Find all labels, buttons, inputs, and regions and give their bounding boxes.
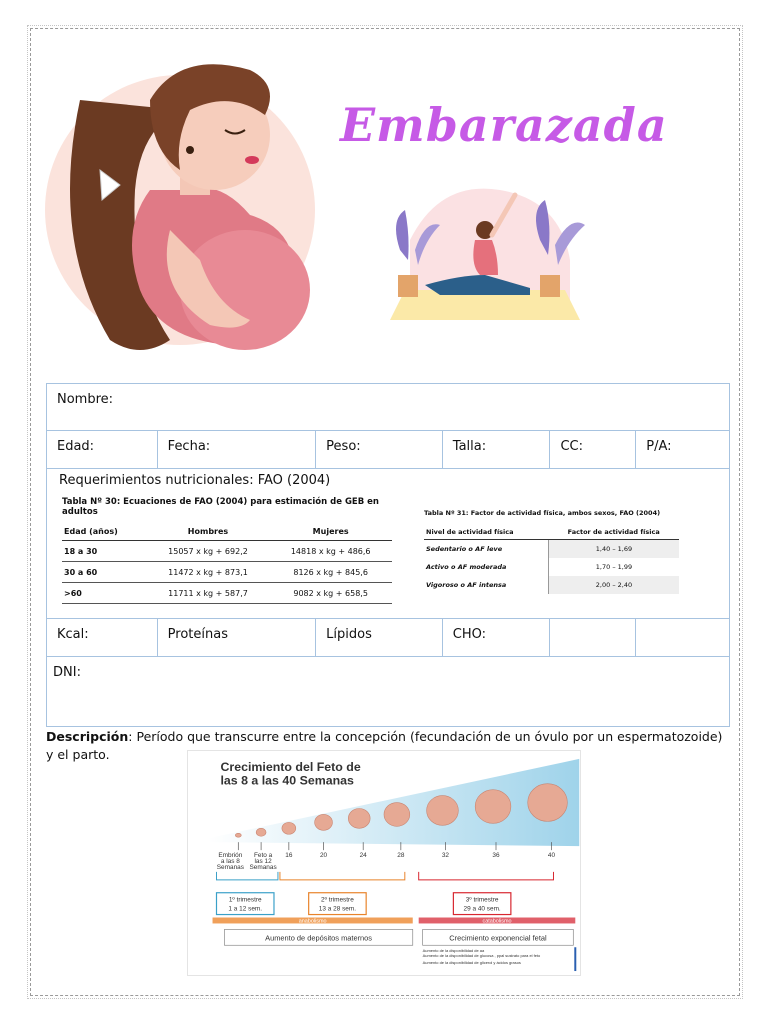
macros-row [46, 619, 730, 657]
table-31 [424, 509, 694, 594]
table-cell: Activo o AF moderada [426, 563, 507, 571]
fetal-growth-label: Crecimiento exponencial fetal [449, 933, 547, 943]
anabolismo-label: anabolismo [298, 918, 327, 925]
proteinas-field[interactable] [157, 619, 316, 656]
fetal-title-1: Crecimiento del Feto de [220, 759, 361, 774]
table-cell: 18 a 30 [62, 541, 147, 562]
maternal-deposits-label: Aumento de depósitos maternos [265, 933, 373, 943]
week-label: 40 [547, 852, 556, 860]
table-30 [62, 497, 392, 604]
nombre-field[interactable] [47, 384, 729, 430]
edad-field[interactable] [47, 431, 157, 468]
cc-label: CC: [560, 439, 584, 454]
week-label: 24 [359, 852, 367, 860]
talla-field[interactable] [442, 431, 550, 468]
table-31-header: Factor de actividad física [548, 525, 679, 540]
table-cell: Sedentario o AF leve [426, 545, 503, 553]
empty-field-1[interactable] [549, 619, 635, 656]
dni-label: DNI: [53, 665, 81, 680]
embryo-label: Semanas [216, 863, 244, 871]
note-line: Aumento de la disponibilidad de glicerol y ácidos grasos [422, 960, 521, 966]
description-text: : Período que transcurre entre la concepción (fecundación de un óvulo por un espermatozoide) y el parto. [46, 729, 723, 762]
week-label: 16 [285, 852, 293, 860]
pa-label: P/A: [646, 439, 672, 454]
trimester-2: 2º trimestre [321, 896, 354, 904]
kcal-field[interactable] [47, 619, 157, 656]
table-row [424, 558, 679, 576]
empty-field-2[interactable] [635, 619, 729, 656]
cho-label: CHO: [452, 627, 487, 642]
table-row [62, 583, 392, 604]
cc-field[interactable] [549, 431, 635, 468]
embryo-label: a las 8 [220, 858, 240, 865]
nombre-label: Nombre: [57, 392, 114, 407]
table-cell: 14818 x kg + 486,6 [269, 541, 392, 562]
description-label: Descripción [46, 729, 129, 744]
table-cell: 2,00 – 2,40 [548, 576, 679, 594]
table-cell: 11711 x kg + 587,7 [147, 583, 270, 604]
table-cell: Vigoroso o AF intensa [426, 581, 507, 589]
pa-field[interactable] [635, 431, 729, 468]
lipidos-label: Lípidos [326, 627, 372, 642]
table-cell: 30 a 60 [62, 562, 147, 583]
kcal-label: Kcal: [57, 627, 89, 642]
table-31-caption: Tabla Nº 31: Factor de actividad física, ambos sexos, FAO (2004) [424, 509, 661, 517]
feto-label: Semanas [249, 863, 277, 871]
table-30-header: Edad (años) [62, 523, 147, 541]
table-cell: 9082 x kg + 658,5 [269, 583, 392, 604]
trimester-1: 1º trimestre [228, 896, 262, 904]
dni-field[interactable] [47, 657, 729, 726]
nombre-row [46, 383, 730, 431]
week-label: 36 [492, 852, 500, 860]
fetal-title-2: las 8 a las 40 Semanas [220, 773, 354, 788]
catabolismo-label: catabolismo [482, 918, 512, 925]
week-label: 28 [397, 852, 405, 860]
table-row [424, 576, 679, 594]
table-cell: 15057 x kg + 692,2 [147, 541, 270, 562]
trimester-2: 13 a 28 sem. [318, 905, 357, 913]
peso-field[interactable] [315, 431, 442, 468]
table-row [62, 541, 392, 562]
talla-label: Talla: [452, 439, 487, 454]
fecha-field[interactable] [157, 431, 316, 468]
cho-field[interactable] [442, 619, 550, 656]
note-line: Aumento de la disponibilidad de aa [422, 948, 485, 954]
dni-row [46, 657, 730, 727]
table-30-header: Mujeres [269, 523, 392, 541]
table-cell: 1,40 – 1,69 [548, 540, 679, 559]
table-cell: 11472 x kg + 873,1 [147, 562, 270, 583]
table-30-caption: Tabla Nº 30: Ecuaciones de FAO (2004) para estimación de GEB en adultos [62, 497, 379, 517]
trimester-3: 29 a 40 sem. [463, 905, 501, 913]
fecha-label: Fecha: [167, 439, 211, 454]
table-cell: 1,70 – 1,99 [548, 558, 679, 576]
table-row [62, 562, 392, 583]
measures-row [46, 431, 730, 469]
feto-label: Feto a [253, 852, 273, 860]
table-30-header: Hombres [147, 523, 270, 541]
embryo-label: Embrión [218, 852, 243, 860]
table-row [424, 540, 679, 559]
fetal-growth-figure [187, 750, 581, 976]
peso-label: Peso: [326, 439, 361, 454]
table-31-header: Nivel de actividad física [424, 525, 548, 540]
edad-label: Edad: [57, 439, 95, 454]
lipidos-field[interactable] [315, 619, 442, 656]
table-30-grid [62, 523, 392, 604]
week-label: 32 [441, 852, 450, 860]
trimester-3: 3º trimestre [465, 896, 499, 904]
yoga-illustration [380, 180, 590, 320]
feto-label: las 12 [254, 858, 272, 865]
trimester-1: 1 a 12 sem. [228, 905, 263, 913]
requerimientos-label: Requerimientos nutricionales: FAO (2004) [59, 473, 331, 488]
table-31-grid [424, 525, 679, 594]
pregnant-woman-illustration [40, 40, 330, 360]
week-label: 20 [319, 852, 328, 860]
table-cell: >60 [62, 583, 147, 604]
proteinas-label: Proteínas [167, 627, 228, 642]
note-line: Aumento de la disponibilidad de glucosa , ppal sustrato para el feto [422, 953, 541, 959]
page-title: Embarazada [340, 98, 668, 152]
table-cell: 8126 x kg + 845,6 [269, 562, 392, 583]
